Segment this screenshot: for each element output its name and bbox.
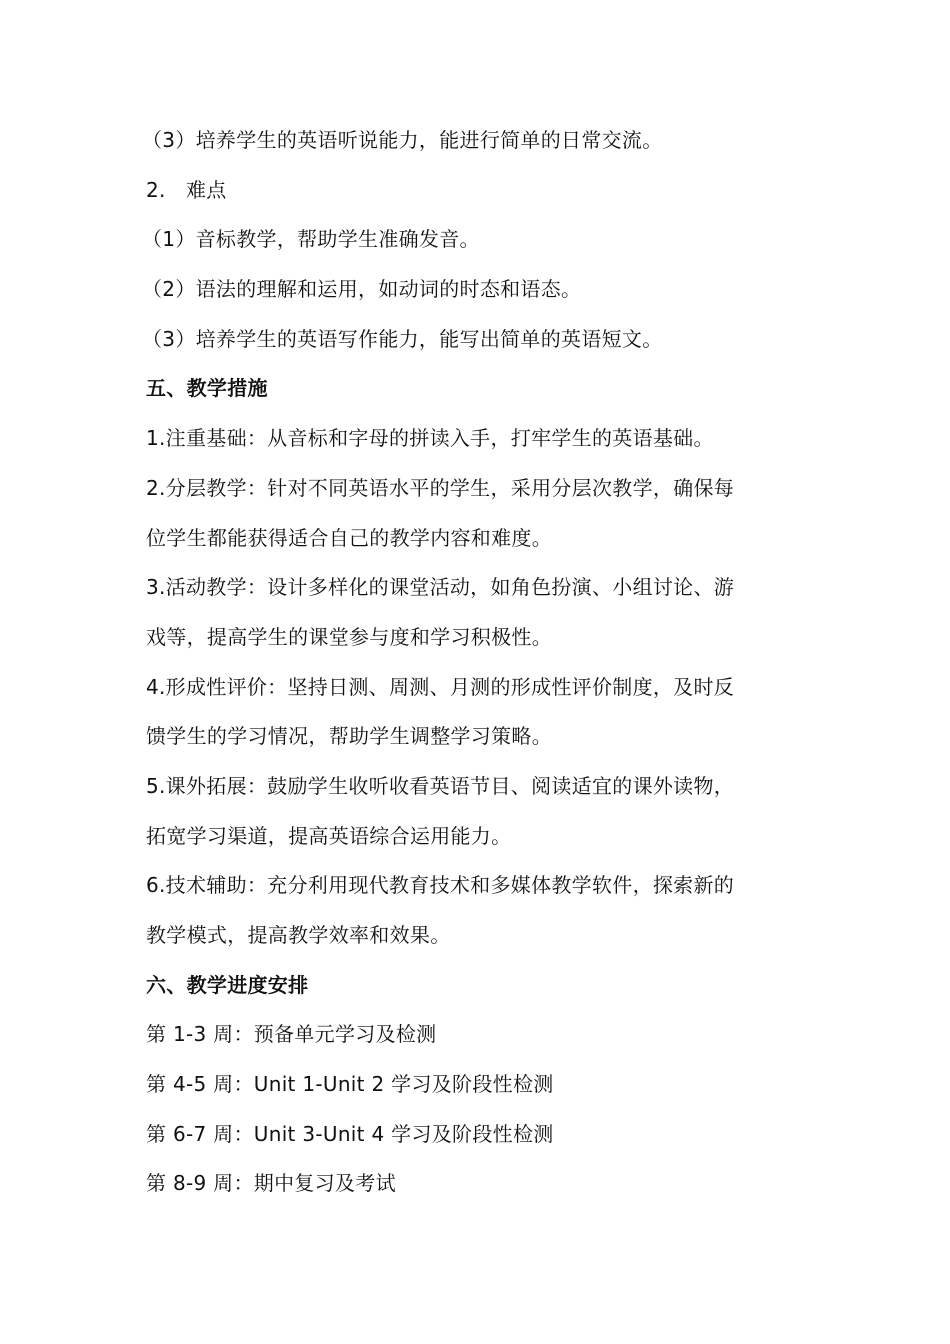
- schedule-item-2: 第 4-5 周：Unit 1-Unit 2 学习及阶段性检测: [146, 1072, 554, 1097]
- measure-item-2-line-2: 位学生都能获得适合自己的教学内容和难度。: [146, 525, 552, 550]
- measure-item-6-line-1: 6.技术辅助：充分利用现代教育技术和多媒体教学软件，探索新的: [146, 873, 735, 898]
- focus-item-3: （3）培养学生的英语听说能力，能进行简单的日常交流。: [142, 128, 663, 152]
- measure-item-3-line-1: 3.活动教学：设计多样化的课堂活动，如角色扮演、小组讨论、游: [146, 575, 735, 600]
- measure-item-1: 1.注重基础：从音标和字母的拼读入手，打牢学生的英语基础。: [146, 426, 714, 451]
- document-body: [142, 116, 816, 1209]
- section-heading-schedule: 六、教学进度安排: [146, 972, 309, 997]
- measure-item-3-line-2: 戏等，提高学生的课堂参与度和学习积极性。: [146, 624, 552, 649]
- measure-item-2-line-1: 2.分层教学：针对不同英语水平的学生，采用分层次教学，确保每: [146, 475, 735, 500]
- difficulty-item-1: （1）音标教学，帮助学生准确发音。: [142, 227, 480, 252]
- difficulty-subheading: [146, 166, 816, 216]
- schedule-item-1: 第 1-3 周：预备单元学习及检测: [146, 1022, 437, 1047]
- measure-item-4-line-2: 馈学生的学习情况，帮助学生调整学习策略。: [146, 724, 552, 749]
- difficulty-item-3: （3）培养学生的英语写作能力，能写出简单的英语短文。: [142, 326, 663, 351]
- measure-item-5-line-2: 拓宽学习渠道，提高英语综合运用能力。: [146, 823, 512, 848]
- difficulty-item-2: （2）语法的理解和运用，如动词的时态和语态。: [142, 277, 582, 302]
- schedule-item-3: 第 6-7 周：Unit 3-Unit 4 学习及阶段性检测: [146, 1121, 554, 1146]
- measure-item-4-line-1: 4.形成性评价：坚持日测、周测、月测的形成性评价制度，及时反: [146, 674, 735, 699]
- measure-item-5-line-1: 5.课外拓展：鼓励学生收听收看英语节目、阅读适宜的课外读物，: [146, 773, 735, 798]
- difficulty-title: 难点: [186, 177, 227, 202]
- difficulty-number: 2.: [146, 177, 166, 202]
- section-heading-measures: 五、教学措施: [146, 376, 268, 401]
- measure-item-6-line-2: 教学模式，提高教学效率和效果。: [146, 923, 451, 947]
- schedule-item-4: 第 8-9 周：期中复习及考试: [146, 1171, 396, 1196]
